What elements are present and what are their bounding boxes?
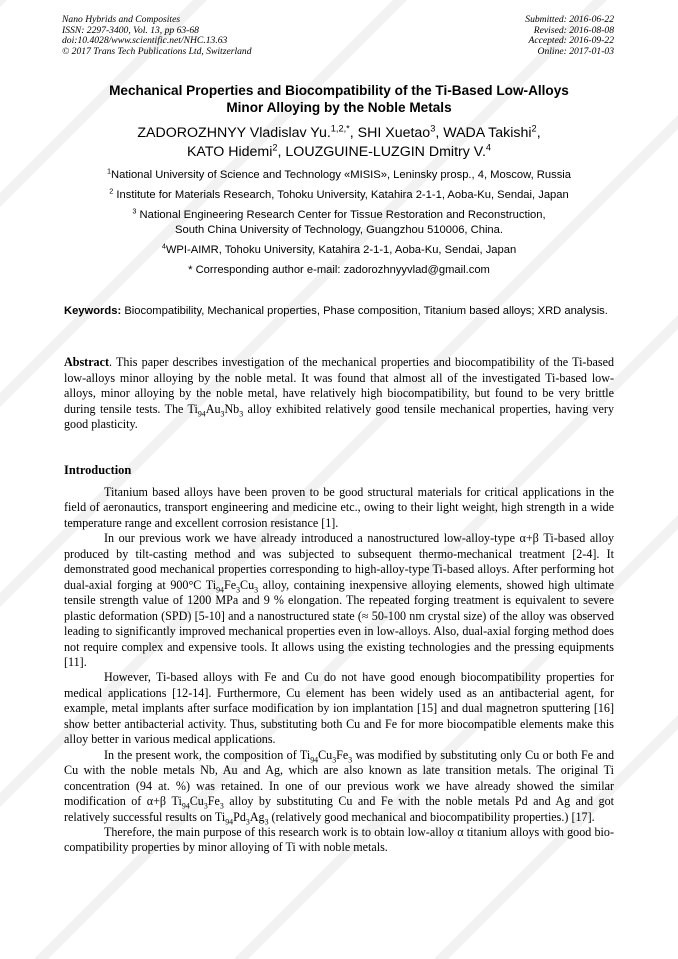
author-2: SHI Xuetao bbox=[357, 125, 431, 141]
copyright: © 2017 Trans Tech Publications Ltd, Switzerland bbox=[62, 45, 252, 57]
publication-dates bbox=[525, 15, 614, 57]
paragraph: However, Ti-based alloys with Fe and Cu do not have good enough biocompatibility properties for medical applications [12-14]. Furthermore, Cu element has been widely used as an antibacterial agent, for example, metal implants after surface modification by ion implantation [15] and dual magnetron sputtering [16] show better antibacterial activity. Thus, substituting both Cu and Fe for more biocompatible elements make this alloy better in various medical applications. bbox=[64, 670, 614, 747]
revised-date: Revised: 2016-08-08 bbox=[533, 24, 614, 36]
abstract-label: Abstract bbox=[64, 355, 110, 369]
title-line-2: Minor Alloying by the Noble Metals bbox=[226, 100, 452, 115]
journal-name: Nano Hybrids and Composites bbox=[62, 14, 181, 25]
author-4: KATO Hidemi bbox=[186, 144, 273, 160]
accepted-date: Accepted: 2016-09-22 bbox=[528, 35, 614, 47]
author-4-sup: 2 bbox=[272, 142, 278, 153]
author-3-sup: 2 bbox=[531, 123, 537, 134]
affiliation-1: $^1$National University of Science and Technology «MISIS», Leninsky prosp., 4, Moscow, Russia bbox=[107, 166, 571, 181]
paragraph: In the present work, the composition of $Ti_{94}Cu_3Fe_3$ was modified by substituting only Cu or both Fe and Cu with the noble metals Nb, Au and Ag, which are also known as late transition metals. The original Ti concentration (94 at. %) was retained. In one of our previous work we have already showed the similar modification of α+β $Ti_{94}Cu_3Fe_3$ alloy by substituting Cu and Fe with the noble metals Pd and Ag and got relatively successful results on $Ti_{94}Pd_3Ag_3$ (relatively good mechanical and biocompatibility properties.) [17]. bbox=[64, 747, 615, 826]
author-3: WADA Takishi bbox=[443, 125, 532, 141]
abstract: Abstract. This paper describes investigation of the mechanical properties and biocompatibility of the Ti-based low-alloys minor alloying by the noble metal. It was found that almost all of the investigated Ti-based low-alloys, minor alloying by the noble metal, have relatively high biocompatibility, but found to be very brittle during tensile tests. The $Ti_{94}Au_3Nb_3$ alloy exhibited relatively good tensile mechanical properties, having very good plasticity. bbox=[64, 355, 614, 431]
affiliation-4: $^4$WPI-AIMR, Tohoku University, Katahira 2-1-1, Aoba-Ku, Sendai, Japan bbox=[161, 241, 517, 256]
affiliation-2: $^2$ Institute for Materials Research, Tohoku University, Katahira 2-1-1, Aoba-Ku, Sendai, Japan bbox=[109, 186, 569, 201]
journal-info bbox=[62, 15, 252, 57]
author-5: LOUZGUINE-LUZGIN Dmitry V. bbox=[285, 144, 486, 160]
author-5-sup: 4 bbox=[485, 142, 492, 153]
doi: doi:10.4028/www.scientific.net/NHC.13.63 bbox=[62, 35, 228, 47]
affiliations bbox=[40, 168, 638, 283]
issn: ISSN: 2297-3400, Vol. 13, pp 63-68 bbox=[62, 24, 199, 36]
paper-title bbox=[40, 82, 638, 116]
author-1-sup: 1,2,* bbox=[330, 123, 350, 134]
paragraph: In our previous work we have already introduced a nanostructured low-alloy-type α+β Ti-based alloy produced by tilt-casting method and was subjected to subsequent thermo-mechanical treatment [2-4]. It demonstrated good mechanical properties corresponding to high-alloy-type Ti-based alloys. After performing hot dual-axial forging at 900°C $Ti_{94}Fe_3Cu_3$ alloy, containing inexpensive alloying elements, showed high ultimate tensile strength value of 1200 MPa and 9 % elongation. The repeated forging treatment is equivalent to severe plastic deformation (SPD) [5-10] and a nanostructured state (≈ 50-100 nm crystal size) of the alloy was observed leading to significantly improved mechanical properties even in low-alloys. Also, dual-axial forging method does not require complex and expensive tools. It allows using the existing technologies and the pressing equipments [11]. bbox=[64, 531, 614, 669]
author-list: ZADOROZHNYY Vladislav Yu.$^{1,2,*}$, SHI Xuetao$^3$, WADA Takishi$^2$, KATO Hidemi$^2$, LOUZGUINE-LUZGIN Dmitry V.$^4$ bbox=[137, 123, 541, 160]
title-line-1: Mechanical Properties and Biocompatibility of the Ti-Based Low-Alloys bbox=[109, 83, 569, 98]
author-1: ZADOROZHNYY Vladislav Yu. bbox=[137, 125, 331, 141]
paragraph: Titanium based alloys have been proven to be good structural materials for critical applications in the field of aeronautics, transport engineering and medicine etc., owing to their light weight, high strength in a wide temperature range and excellent corrosion resistance [1]. bbox=[64, 485, 614, 530]
corresponding-author: * Corresponding author e-mail: zadorozhnyyvlad@gmail.com bbox=[188, 264, 490, 276]
submitted-date: Submitted: 2016-06-22 bbox=[525, 14, 614, 25]
introduction-body bbox=[64, 485, 614, 856]
paragraph: Therefore, the main purpose of this research work is to obtain low-alloy α titanium alloys with good bio-compatibility properties by minor alloying of Ti with noble metals. bbox=[64, 824, 614, 855]
section-heading-introduction: Introduction bbox=[64, 463, 132, 477]
keywords-label: Keywords: bbox=[64, 305, 122, 317]
online-date: Online: 2017-01-03 bbox=[537, 45, 614, 57]
keywords bbox=[64, 304, 614, 320]
author-2-sup: 3 bbox=[430, 123, 436, 134]
affiliation-3: $^3$ National Engineering Research Center for Tissue Restoration and Reconstruction, South China University of Technology, Guangzhou 510006, China. bbox=[132, 206, 546, 236]
keywords-text: Biocompatibility, Mechanical properties, Phase composition, Titanium based alloys; XRD analysis. bbox=[124, 305, 608, 317]
